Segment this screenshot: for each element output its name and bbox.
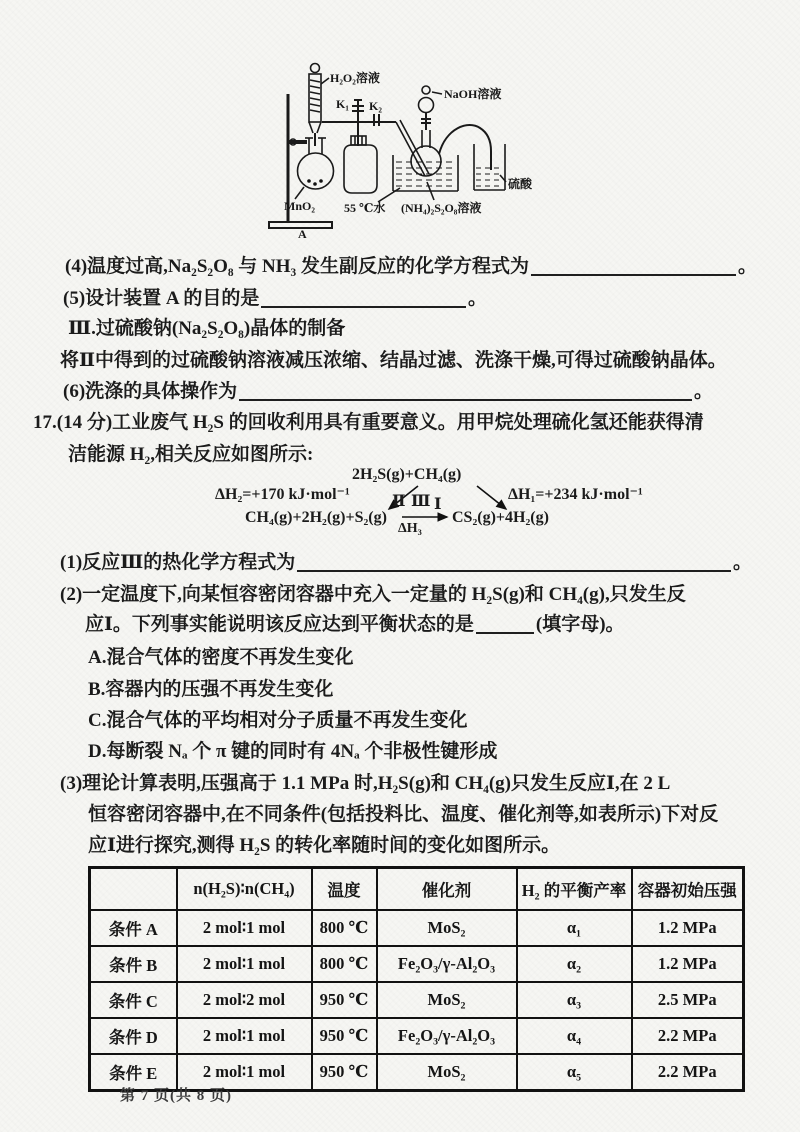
page-number-footer: 第 7 页(共 8 页) [120, 1088, 232, 1104]
scheme-reaction2-label: Ⅱ [392, 493, 406, 510]
water-bath-icon [393, 155, 458, 191]
table-row [90, 910, 744, 946]
q17-option-d: D.每断裂 Nₐ 个 π 键的同时有 4Nₐ 个非极性键形成 [88, 741, 498, 762]
cell-yield: α₄ [517, 1018, 632, 1054]
cell-catalyst: Fe₂O₃/γ-Al₂O₃ [377, 946, 517, 982]
apparatus-drawing [248, 56, 583, 254]
q16-part3-description: 将Ⅱ中得到的过硫酸钠溶液减压浓缩、结晶过滤、洗涤干燥,可得过硫酸钠晶体。 [60, 350, 727, 371]
cell-temperature: 800 ℃ [312, 910, 377, 946]
cell-temperature: 800 ℃ [312, 946, 377, 982]
scheme-dh1: ΔH₁=+234 kJ·mol⁻¹ [508, 486, 643, 503]
cell-yield: α₂ [517, 946, 632, 982]
q17-option-a: A.混合气体的密度不再发生变化 [88, 647, 354, 668]
header-initial-pressure: 容器初始压强 [632, 868, 744, 911]
cell-condition: 条件 A [90, 910, 177, 946]
q17-part3-line2: 恒容密闭容器中,在不同条件(包括投料比、温度、催化剂等,如表所示)下对反 [88, 804, 719, 825]
k2-label: K₂ [369, 99, 382, 113]
cell-ratio: 2 mol∶1 mol [177, 1054, 312, 1091]
dropping-funnel-icon [309, 64, 321, 147]
cell-temperature: 950 ℃ [312, 982, 377, 1018]
cell-catalyst: MoS₂ [377, 1054, 517, 1091]
q16-part5-answer-blank [261, 286, 466, 308]
cell-condition: 条件 B [90, 946, 177, 982]
table-row [90, 982, 744, 1018]
q17-part1-text: (1)反应Ⅲ的热化学方程式为 [60, 552, 296, 573]
q17-part2-line2 [85, 612, 625, 638]
q17-part1-answer-blank [297, 550, 731, 572]
naoh-funnel-icon [419, 86, 434, 130]
naoh-label: NaOH溶液 [444, 87, 502, 101]
q16-part6-answer-blank [239, 379, 692, 401]
q16-part6-line [63, 379, 713, 405]
q17-part2-line1: (2)一定温度下,向某恒容密闭容器中充入一定量的 H₂S(g)和 CH₄(g),只发生反 [60, 584, 686, 605]
scheme-left-product: CH₄(g)+2H₂(g)+S₂(g) [245, 509, 387, 526]
scheme-dh3: ΔH₃ [398, 521, 422, 536]
q16-part4-line [65, 254, 757, 280]
scheme-reaction1-label: Ⅰ [434, 496, 442, 513]
cell-catalyst: MoS₂ [377, 910, 517, 946]
cell-pressure: 1.2 MPa [632, 910, 744, 946]
q17-part2-text: 应Ⅰ。下列事实能说明该反应达到平衡状态的是 [85, 614, 474, 635]
header-h2-yield: H₂ 的平衡产率 [517, 868, 632, 911]
cell-yield: α₃ [517, 982, 632, 1018]
cell-temperature: 950 ℃ [312, 1018, 377, 1054]
scheme-right-product: CS₂(g)+4H₂(g) [452, 509, 549, 526]
scheme-reactants: 2H₂S(g)+CH₄(g) [352, 466, 462, 483]
q17-part3-line1: (3)理论计算表明,压强高于 1.1 MPa 时,H₂S(g)和 CH₄(g)只发生反应Ⅰ,在 2 L [60, 773, 671, 794]
q17-part1-period: 。 [732, 552, 752, 573]
cell-yield: α₅ [517, 1054, 632, 1091]
header-temperature: 温度 [312, 868, 377, 911]
cell-catalyst: Fe₂O₃/γ-Al₂O₃ [377, 1018, 517, 1054]
apparatus-diagram [248, 56, 583, 254]
sulfuric-acid-label: 硫酸 [508, 177, 533, 191]
nh4s2o8-label: (NH₄)₂S₂O₈溶液 [401, 201, 482, 215]
beaker-icon [474, 144, 505, 190]
table-row [90, 1018, 744, 1054]
q17-option-b: B.容器内的压强不再发生变化 [88, 679, 334, 700]
q16-part6-text: (6)洗涤的具体操作为 [63, 381, 238, 402]
k1-label: K₁ [336, 97, 349, 111]
cell-condition: 条件 E [90, 1054, 177, 1091]
outlet-tube-icon [439, 125, 491, 170]
cell-pressure: 2.5 MPa [632, 982, 744, 1018]
q16-part4-period: 。 [737, 256, 757, 277]
h2o2-label: H₂O₂溶液 [330, 71, 380, 85]
cell-temperature: 950 ℃ [312, 1054, 377, 1091]
q16-part4-answer-blank [531, 254, 736, 276]
cell-ratio: 2 mol∶1 mol [177, 910, 312, 946]
reaction-scheme [215, 466, 643, 552]
q16-part5-period: 。 [467, 288, 487, 309]
cell-ratio: 2 mol∶1 mol [177, 1018, 312, 1054]
q16-part6-period: 。 [693, 381, 713, 402]
device-a-label: A [298, 227, 307, 241]
conditions-table [88, 866, 745, 1092]
q17-part1-line [60, 550, 752, 576]
scheme-reaction3-label: Ⅲ [411, 493, 431, 510]
cell-pressure: 2.2 MPa [632, 1054, 744, 1091]
q17-part2-answer-blank [476, 612, 534, 634]
cell-condition: 条件 C [90, 982, 177, 1018]
table-header-row [90, 868, 744, 911]
q17-intro-line2: 洁能源 H₂,相关反应如图所示: [68, 444, 314, 465]
q17-part3-line3: 应Ⅰ进行探究,测得 H₂S 的转化率随时间的变化如图所示。 [88, 835, 561, 856]
cell-yield: α₁ [517, 910, 632, 946]
q16-part3-heading: Ⅲ.过硫酸钠(Na₂S₂O₈)晶体的制备 [68, 318, 346, 339]
header-ratio: n(H₂S)∶n(CH₄) [177, 868, 312, 911]
cell-ratio: 2 mol∶1 mol [177, 946, 312, 982]
q16-part4-text: (4)温度过高,Na₂S₂O₈ 与 NH₃ 发生副反应的化学方程式为 [65, 256, 530, 277]
scheme-dh2: ΔH₂=+170 kJ·mol⁻¹ [215, 486, 350, 503]
cell-condition: 条件 D [90, 1018, 177, 1054]
cell-pressure: 1.2 MPa [632, 946, 744, 982]
cell-ratio: 2 mol∶2 mol [177, 982, 312, 1018]
q16-part5-text: (5)设计装置 A 的目的是 [63, 288, 260, 309]
q17-intro-line1: 17.(14 分)工业废气 H₂S 的回收利用具有重要意义。用甲烷处理硫化氢还能获得清 [33, 412, 704, 433]
table-row [90, 946, 744, 982]
q17-part2-suffix: (填字母)。 [535, 614, 625, 635]
water-55-label: 55 ℃水 [344, 201, 386, 215]
q16-part5-line [63, 286, 487, 312]
gas-bottle-icon [344, 136, 377, 193]
header-catalyst: 催化剂 [377, 868, 517, 911]
cell-pressure: 2.2 MPa [632, 1018, 744, 1054]
cell-catalyst: MoS₂ [377, 982, 517, 1018]
header-empty [90, 868, 177, 911]
mno2-label: MnO₂ [284, 199, 315, 213]
q17-option-c: C.混合气体的平均相对分子质量不再发生变化 [88, 710, 468, 731]
